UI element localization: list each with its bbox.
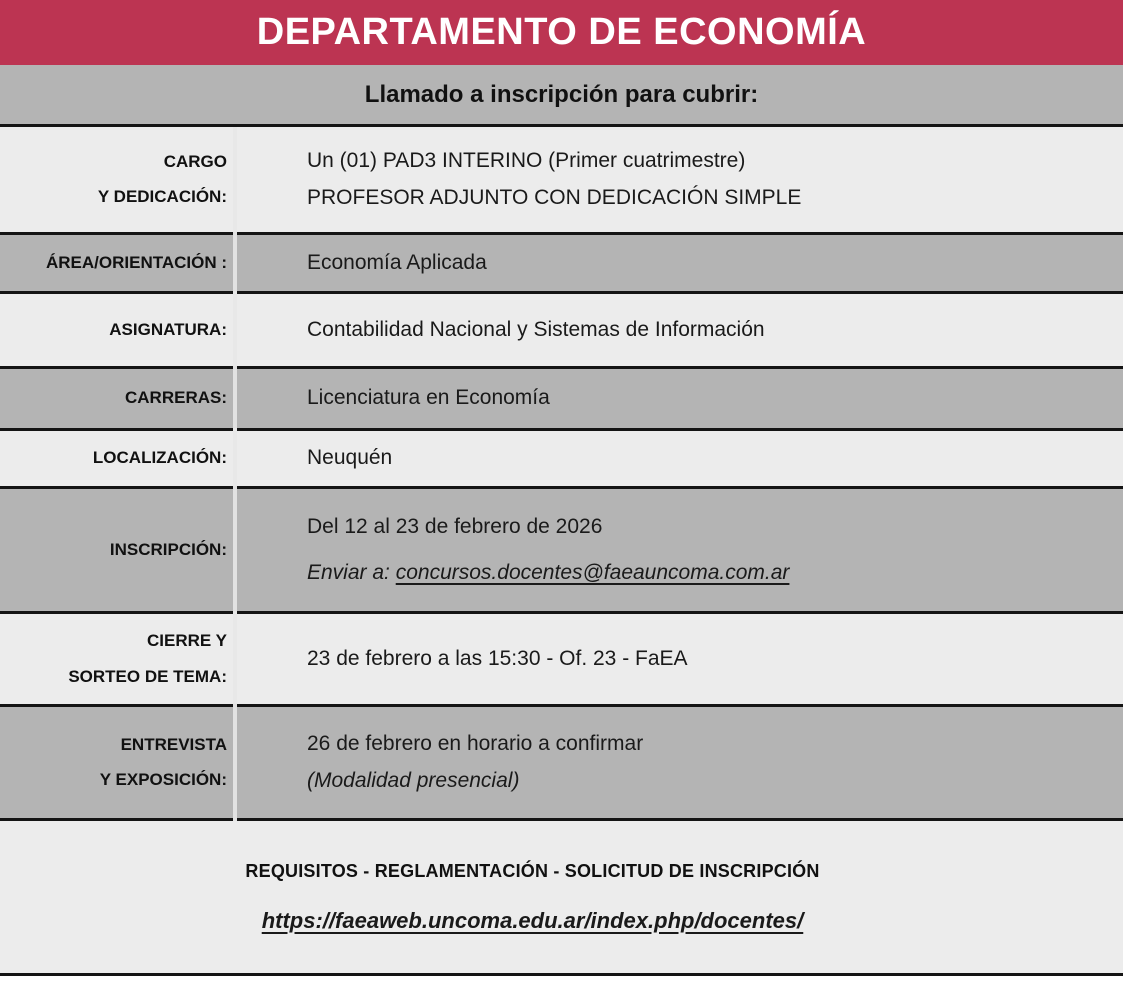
entrevista-exposicion-value [237,704,1123,821]
value-line: Neuquén [307,446,393,470]
call-subheader-band [0,65,1123,127]
localizacion-label [0,428,233,486]
inscripcion-label [0,486,233,611]
row-cargo-dedicacion [0,127,1123,232]
localizacion-value [237,428,1123,486]
asignatura-value [237,291,1123,366]
cargo-dedicacion-label [0,127,233,232]
label-line: ASIGNATURA: [109,319,227,339]
row-asignatura [0,291,1123,366]
department-title: DEPARTAMENTO DE ECONOMÍA [256,11,867,53]
label-line: INSCRIPCIÓN: [109,539,227,559]
footer-section [0,821,1123,976]
label-line: ÁREA/ORIENTACIÓN : [45,252,227,272]
area-orientacion-label [0,232,233,291]
row-cierre-sorteo [0,611,1123,704]
docentes-url-link[interactable]: https://faeaweb.uncoma.edu.ar/index.php/docentes/ [261,907,804,933]
value-line: 23 de febrero a las 15:30 - Of. 23 - FaEA [307,646,688,670]
entrevista-exposicion-label [0,704,233,821]
label-line: ENTREVISTA [120,734,227,754]
carreras-value [237,366,1123,428]
email-link[interactable]: concursos.docentes@faeauncoma.com.ar [395,561,790,584]
call-subtitle: Llamado a inscripción para cubrir: [364,80,759,108]
label-line: Y DEDICACIÓN: [97,187,227,206]
value-line: Economía Aplicada [307,250,487,274]
value-line: Licenciatura en Economía [307,386,550,410]
value-line: PROFESOR ADJUNTO CON DEDICACIÓN SIMPLE [307,186,802,209]
requisitos-heading: REQUISITOS - REGLAMENTACIÓN - SOLICITUD DE INSCRIPCIÓN [245,860,820,881]
inscripcion-value [237,486,1123,611]
row-entrevista-exposicion [0,704,1123,821]
email-prefix: Enviar a: [307,561,396,584]
row-inscripcion [0,486,1123,611]
label-line: Y EXPOSICIÓN: [99,770,227,789]
asignatura-label [0,291,233,366]
row-carreras [0,366,1123,428]
label-line: CARRERAS: [125,388,227,408]
label-line: CARGO [163,151,227,171]
label-line: CIERRE Y [147,631,227,651]
value-line: Contabilidad Nacional y Sistemas de Información [307,317,765,341]
value-line: Del 12 al 23 de febrero de 2026 [307,514,603,538]
row-localizacion [0,428,1123,486]
cargo-dedicacion-value [237,127,1123,232]
value-line: (Modalidad presencial) [307,769,520,792]
value-line [307,561,789,585]
label-line: SORTEO DE TEMA: [68,666,227,686]
label-line: LOCALIZACIÓN: [92,448,227,468]
cierre-sorteo-value [237,611,1123,704]
department-banner [0,0,1123,65]
cierre-sorteo-label [0,611,233,704]
value-line: Un (01) PAD3 INTERINO (Primer cuatrimestre) [307,148,746,172]
row-area-orientacion [0,232,1123,291]
value-line: 26 de febrero en horario a confirmar [307,731,644,755]
carreras-label [0,366,233,428]
area-orientacion-value [237,232,1123,291]
